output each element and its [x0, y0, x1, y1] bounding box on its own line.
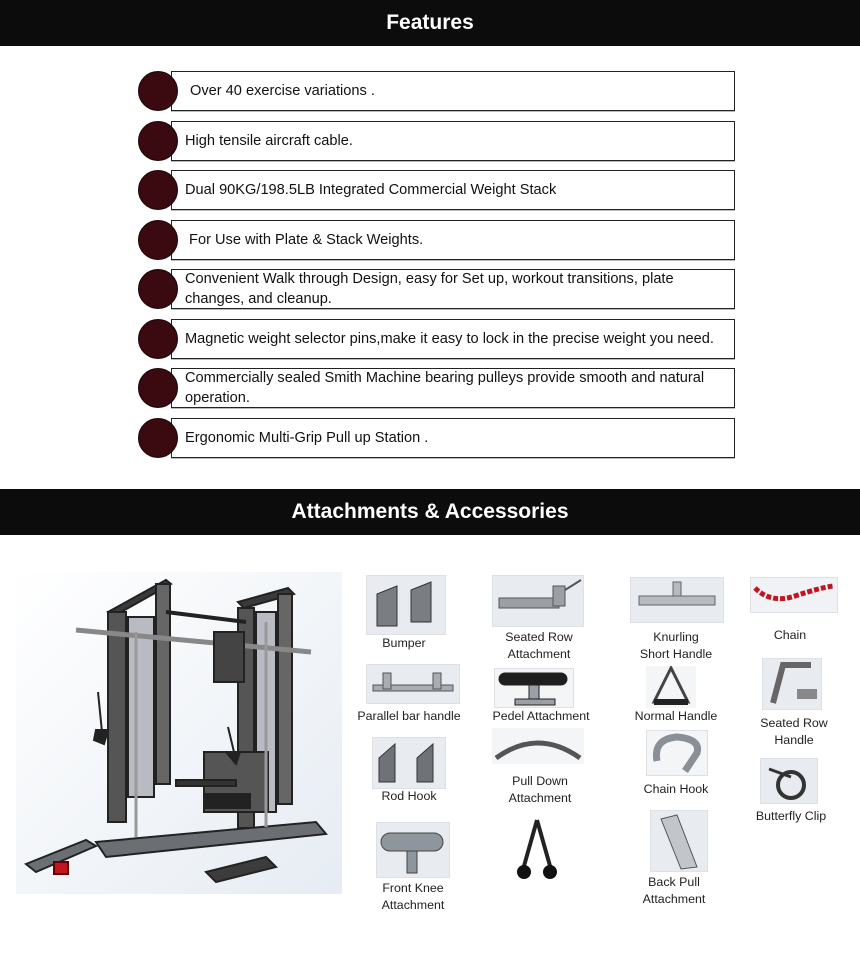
- feature-text: For Use with Plate & Stack Weights.: [185, 232, 424, 248]
- knurling-short-handle-image: [630, 577, 724, 623]
- feature-item: [138, 71, 738, 111]
- parallel-bar-handle-image: [366, 664, 460, 704]
- knurling-short-handle-label: Knurling Short Handle: [639, 630, 713, 661]
- feature-text: Magnetic weight selector pins,make it easy to lock in the precise weight you need.: [185, 331, 714, 347]
- feature-text: Dual 90KG/198.5LB Integrated Commercial Weight Stack: [185, 182, 557, 198]
- pull-down-attachment-label: Pull Down Attachment: [508, 774, 572, 805]
- feature-item: [138, 319, 738, 359]
- feature-item: [138, 121, 738, 161]
- bumper-image: [366, 575, 446, 635]
- feature-text: Over 40 exercise variations .: [190, 83, 375, 99]
- chain-hook-label: Chain Hook: [643, 782, 709, 796]
- feature-text: High tensile aircraft cable.: [185, 133, 353, 149]
- pedel-attachment-label: Pedel Attachment: [492, 709, 590, 723]
- functional-trainer-machine-image: [16, 572, 342, 894]
- bullet-circle-icon: [138, 368, 178, 408]
- front-knee-attachment-label: Front Knee Attachment: [381, 881, 445, 912]
- feature-item: [138, 220, 738, 260]
- bullet-circle-icon: [138, 170, 178, 210]
- seated-row-attachment-label: Seated Row Attachment: [505, 630, 573, 661]
- attachments-title: Attachments & Accessories: [291, 500, 569, 523]
- back-pull-attachment-label: Back Pull Attachment: [642, 875, 706, 906]
- features-banner: [0, 0, 860, 46]
- chain-label: Chain: [773, 628, 807, 642]
- parallel-bar-handle-label: Parallel bar handle: [357, 709, 461, 723]
- rod-hook-image: [372, 737, 446, 789]
- bumper-label: Bumper: [382, 636, 426, 650]
- features-title: Features: [386, 11, 474, 34]
- seated-row-handle-label: Seated Row Handle: [760, 716, 828, 747]
- back-pull-attachment-image: [650, 810, 708, 872]
- feature-item: [138, 269, 738, 309]
- feature-text: Convenient Walk through Design, easy for Set up, workout transitions, plate changes, and cleanup.: [185, 271, 674, 307]
- normal-handle-label: Normal Handle: [634, 709, 718, 723]
- normal-handle-image: [646, 666, 696, 708]
- feature-item: [138, 368, 738, 408]
- tricep-rope-image: [512, 818, 562, 882]
- butterfly-clip-label: Butterfly Clip: [755, 809, 827, 823]
- pedel-attachment-image: [494, 668, 574, 708]
- bullet-circle-icon: [138, 220, 178, 260]
- rod-hook-label: Rod Hook: [381, 789, 437, 803]
- feature-text: Commercially sealed Smith Machine bearing pulleys provide smooth and natural operation.: [185, 370, 705, 406]
- bullet-circle-icon: [138, 121, 178, 161]
- seated-row-attachment-image: [492, 575, 584, 627]
- chain-image: [750, 577, 838, 613]
- bullet-circle-icon: [138, 418, 178, 458]
- bullet-circle-icon: [138, 71, 178, 111]
- chain-hook-image: [646, 730, 708, 776]
- bullet-circle-icon: [138, 319, 178, 359]
- butterfly-clip-image: [760, 758, 818, 804]
- attachments-banner: [0, 489, 860, 535]
- front-knee-attachment-image: [376, 822, 450, 878]
- pull-down-attachment-image: [492, 728, 584, 764]
- feature-item: [138, 418, 738, 458]
- seated-row-handle-image: [762, 658, 822, 710]
- feature-text: Ergonomic Multi-Grip Pull up Station .: [185, 430, 429, 446]
- feature-item: [138, 170, 738, 210]
- bullet-circle-icon: [138, 269, 178, 309]
